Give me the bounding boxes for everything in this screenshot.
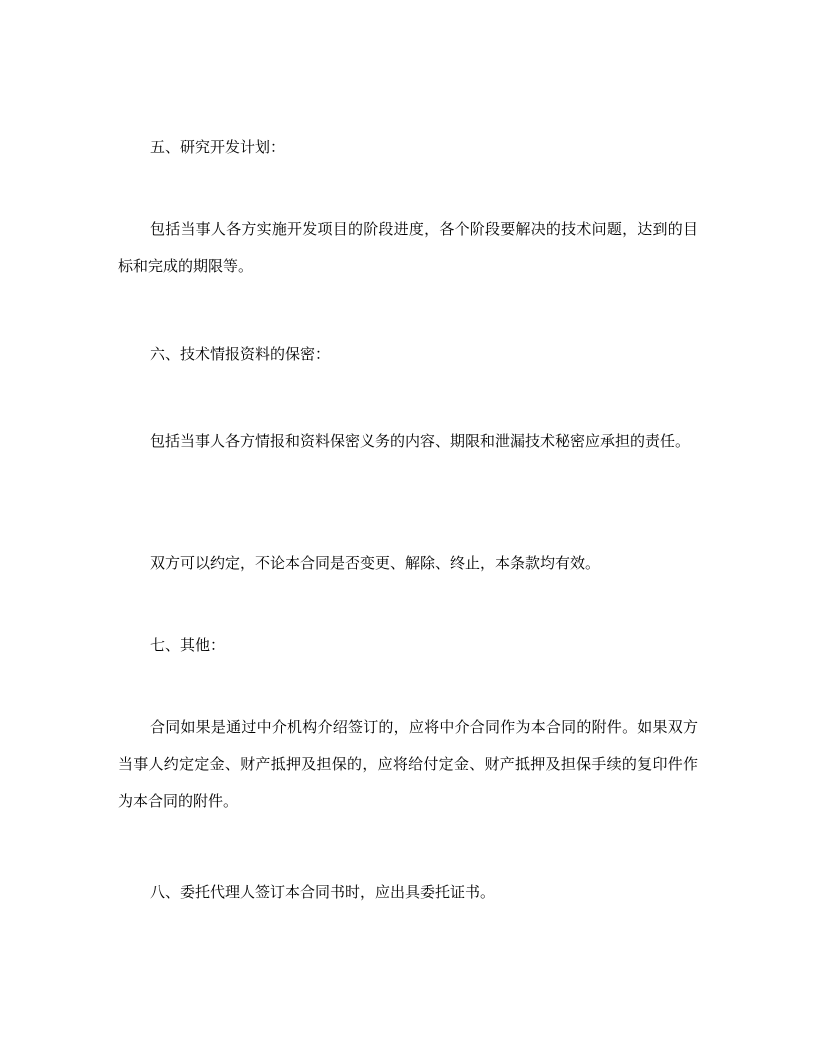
heading-section-8: 八、委托代理人签订本合同书时，应出具委托证书。 xyxy=(150,883,496,901)
heading-section-7: 七、其他： xyxy=(150,636,226,654)
paragraph-section-7-body: 合同如果是通过中介机构介绍签订的，应将中介合同作为本合同的附件。如果双方当事人约定定金、财产抵押及担保的，应将给付定金、财产抵押及担保手续的复印件作为本合同的附件。 xyxy=(118,718,698,810)
paragraph-section-6-validity: 双方可以约定，不论本合同是否变更、解除、终止，本条款均有效。 xyxy=(150,554,601,572)
paragraph-section-5-body: 包括当事人各方实施开发项目的阶段进度，各个阶段要解决的技术问题，达到的目标和完成的期限等。 xyxy=(118,220,698,275)
heading-section-5: 五、研究开发计划： xyxy=(150,138,286,156)
paragraph-section-6-body: 包括当事人各方情报和资料保密义务的内容、期限和泄漏技术秘密应承担的责任。 xyxy=(150,432,691,450)
heading-section-6: 六、技术情报资料的保密： xyxy=(150,345,331,363)
